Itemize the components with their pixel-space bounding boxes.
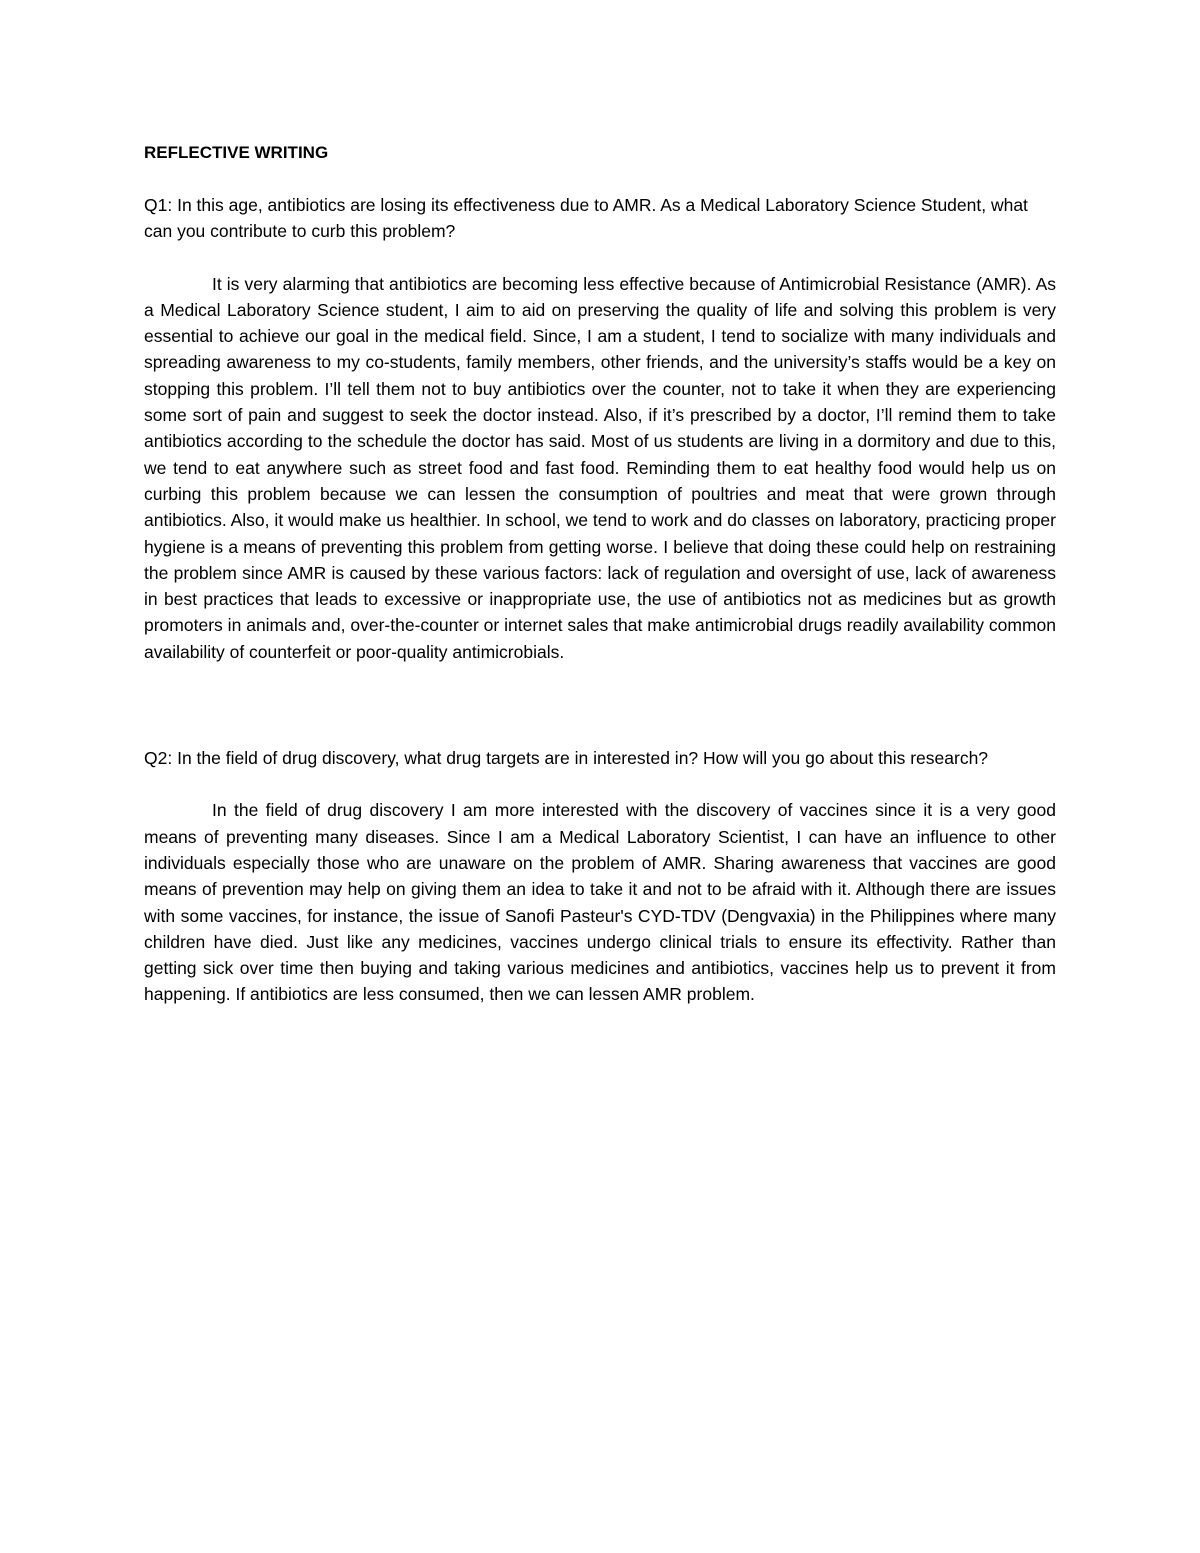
answer-2: In the field of drug discovery I am more interested with the discovery of vaccines since it is a very good means of preventing many diseases. Since I am a Medical Laboratory Scientist, I can have an influence to other individuals especially those who are unaware on the problem of AMR. Sharing awareness that vaccines are good means of prevention may help on giving them an idea to take it and not to be afraid with it. Although there are issues with some vaccines, for instance, the issue of Sanofi Pasteur's CYD-TDV (Dengvaxia) in the Philippines where many children have died. Just like any medicines, vaccines undergo clinical trials to ensure its effectivity. Rather than getting sick over time then buying and taking various medicines and antibiotics, vaccines help us to prevent it from happening. If antibiotics are less consumed, then we can lessen AMR problem. <box>144 800 1056 1005</box>
answer-1: It is very alarming that antibiotics are becoming less effective because of Antimicrobial Resistance (AMR). As a Medical Laboratory Science student, I aim to aid on preserving the quality of life and solving this problem is very essential to achieve our goal in the medical field. Since, I am a student, I tend to socialize with many individuals and spreading awareness to my co-students, family members, other friends, and the university’s staffs would be a key on stopping this problem. I’ll tell them not to buy antibiotics over the counter, not to take it when they are experiencing some sort of pain and suggest to seek the doctor instead. Also, if it’s prescribed by a doctor, I’ll remind them to take antibiotics according to the schedule the doctor has said. Most of us students are living in a dormitory and due to this, we tend to eat anywhere such as street food and fast food. Reminding them to eat healthy food would help us on curbing this problem because we can lessen the consumption of poultries and meat that were grown through antibiotics. Also, it would make us healthier. In school, we tend to work and do classes on laboratory, practicing proper hygiene is a means of preventing this problem from getting worse. I believe that doing these could help on restraining the problem since AMR is caused by these various factors: lack of regulation and oversight of use, lack of awareness in best practices that leads to excessive or inappropriate use, the use of antibiotics not as medicines but as growth promoters in animals and, over-the-counter or internet sales that make antimicrobial drugs readily availability common availability of counterfeit or poor-quality antimicrobials. <box>144 273 1056 662</box>
question-2-text: In the field of drug discovery, what drug targets are in interested in? How will you go about this research? <box>172 748 989 769</box>
document-title: REFLECTIVE WRITING <box>144 143 329 162</box>
question-1 <box>144 192 1056 245</box>
question-1-text: In this age, antibiotics are losing its effectiveness due to AMR. As a Medical Laboratory Science Student, what can you contribute to curb this problem? <box>144 195 1028 242</box>
question-1-label: Q1: <box>144 195 173 215</box>
document-body <box>144 140 1056 1008</box>
question-2-label: Q2: <box>144 748 173 769</box>
question-2 <box>144 745 1056 771</box>
